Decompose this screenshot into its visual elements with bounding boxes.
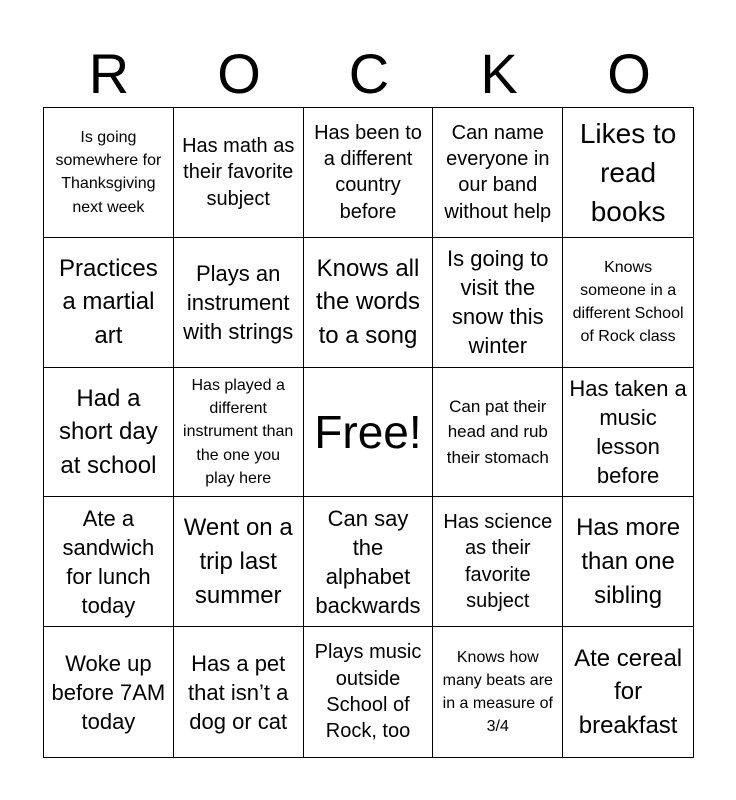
cell-text: Knows how many beats are in a measure of 3/4 bbox=[442, 648, 553, 736]
bingo-cell[interactable] bbox=[174, 368, 304, 498]
bingo-cell[interactable] bbox=[304, 627, 434, 757]
cell-text: Has science as their favorite subject bbox=[443, 511, 553, 613]
bingo-cell[interactable] bbox=[44, 627, 174, 757]
cell-text: Knows someone in a different School of Rock class bbox=[572, 258, 684, 346]
bingo-cell[interactable] bbox=[304, 238, 434, 368]
bingo-cell[interactable] bbox=[433, 108, 563, 238]
cell-text: Has been to a different country before bbox=[314, 121, 422, 223]
cell-text: Can name everyone in our band without help bbox=[444, 121, 552, 223]
bingo-cell[interactable] bbox=[174, 497, 304, 627]
cell-text: Woke up before 7AM today bbox=[51, 650, 166, 734]
bingo-cell[interactable] bbox=[563, 627, 693, 757]
bingo-cell[interactable] bbox=[44, 238, 174, 368]
bingo-cell[interactable] bbox=[563, 497, 693, 627]
bingo-cell[interactable] bbox=[174, 627, 304, 757]
cell-text: Can pat their head and rub their stomach bbox=[446, 396, 549, 467]
bingo-cell[interactable] bbox=[304, 108, 434, 238]
cell-text: Is going somewhere for Thanksgiving next week bbox=[55, 129, 162, 216]
cell-text: Went on a trip last summer bbox=[183, 514, 293, 609]
cell-text: Has played a different instrument than the one you play here bbox=[183, 377, 294, 487]
bingo-cell[interactable] bbox=[433, 368, 563, 498]
cell-text: Ate a sandwich for lunch today bbox=[62, 505, 155, 618]
bingo-cell[interactable] bbox=[174, 238, 304, 368]
header-letter-c: C bbox=[348, 42, 390, 105]
cell-text: Can say the alphabet backwards bbox=[315, 505, 421, 618]
bingo-cell[interactable] bbox=[44, 497, 174, 627]
bingo-cell[interactable] bbox=[44, 108, 174, 238]
cell-text: Had a short day at school bbox=[59, 384, 158, 479]
cell-text: Free! bbox=[314, 405, 422, 458]
cell-text: Is going to visit the snow this winter bbox=[447, 246, 549, 359]
cell-text: Practices a martial art bbox=[59, 254, 158, 349]
cell-text: Plays music outside School of Rock, too bbox=[314, 641, 422, 743]
cell-text: Has more than one sibling bbox=[576, 514, 681, 609]
cell-text: Has math as their favorite subject bbox=[182, 134, 295, 210]
bingo-cell[interactable] bbox=[304, 497, 434, 627]
bingo-cell[interactable] bbox=[563, 238, 693, 368]
free-space-cell[interactable] bbox=[304, 368, 434, 498]
bingo-cell[interactable] bbox=[433, 238, 563, 368]
cell-text: Has taken a music lesson before bbox=[569, 375, 687, 489]
bingo-cell[interactable] bbox=[433, 627, 563, 757]
header-letter-o: O bbox=[217, 42, 261, 105]
bingo-cell[interactable] bbox=[563, 108, 693, 238]
cell-text: Has a pet that isn’t a dog or cat bbox=[188, 650, 289, 734]
cell-text: Knows all the words to a song bbox=[315, 254, 421, 349]
bingo-board bbox=[43, 107, 694, 758]
cell-text: Likes to read books bbox=[579, 117, 677, 227]
cell-text: Plays an instrument with strings bbox=[183, 260, 294, 344]
header-letter-k: K bbox=[480, 42, 518, 105]
header-letter-r: R bbox=[88, 42, 130, 105]
cell-text: Ate cereal for breakfast bbox=[574, 644, 683, 739]
bingo-cell[interactable] bbox=[174, 108, 304, 238]
bingo-header bbox=[44, 42, 694, 106]
bingo-cell[interactable] bbox=[433, 497, 563, 627]
bingo-cell[interactable] bbox=[563, 368, 693, 498]
bingo-cell[interactable] bbox=[44, 368, 174, 498]
header-letter-o-2: O bbox=[607, 42, 651, 105]
